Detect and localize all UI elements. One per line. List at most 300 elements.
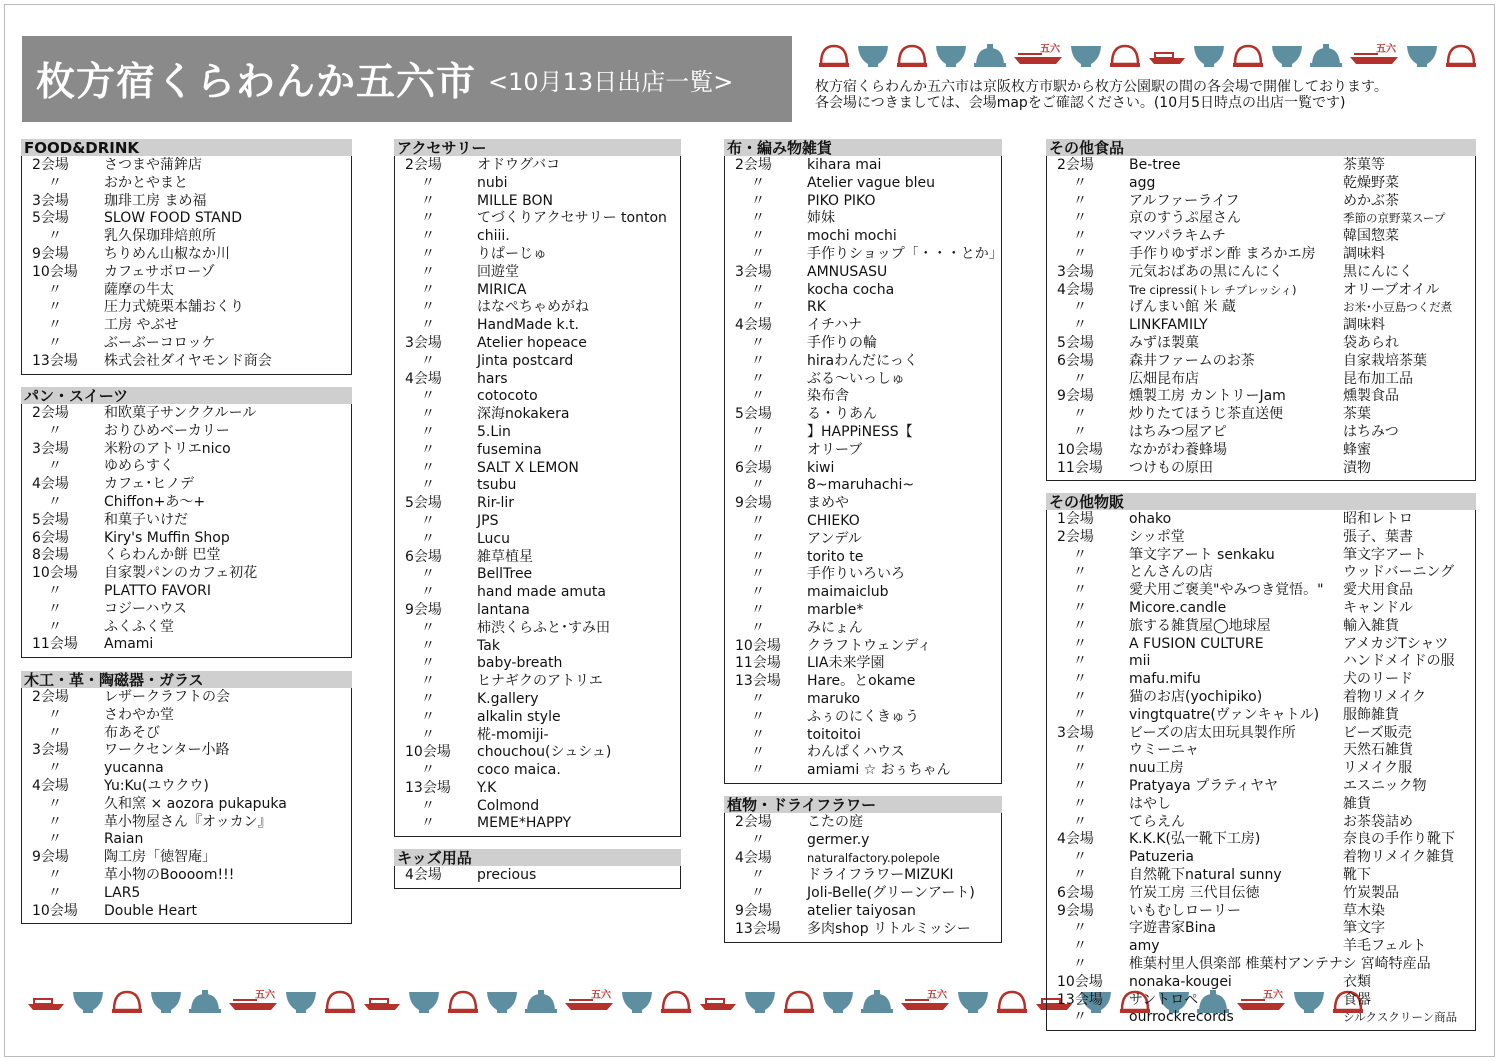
list-item — [1047, 388, 1475, 406]
shop-name: 米粉のアトリエnico — [104, 440, 231, 457]
section-fabric — [724, 139, 1002, 784]
list-item — [725, 620, 1001, 638]
venue-label: 〃 — [1073, 795, 1087, 812]
list-item — [22, 299, 351, 317]
shop-name: hand made amuta — [477, 584, 606, 601]
venue-label: 〃 — [751, 210, 765, 227]
shop-name: Yu:Ku(ユウクウ) — [104, 777, 209, 794]
venue-label: 〃 — [1073, 706, 1087, 723]
venue-label: 〃 — [1073, 174, 1087, 191]
section-food-drink — [21, 139, 352, 375]
section-title: その他物販 — [1046, 493, 1476, 510]
venue-label: 〃 — [421, 174, 435, 191]
venue-label: 11会場 — [735, 655, 781, 672]
shop-name: 手作りの輪 — [807, 334, 877, 351]
shop-name: ビーズの店太田玩具製作所 — [1129, 724, 1296, 741]
shop-name: Hare。とokame — [807, 673, 916, 690]
section-list — [21, 156, 352, 375]
list-item — [22, 458, 351, 476]
venue-label: 〃 — [421, 566, 435, 583]
venue-label: 〃 — [751, 619, 765, 636]
shop-name: mochi mochi — [807, 228, 897, 245]
shop-name: ゆめらすく — [104, 458, 174, 475]
shop-name: 株式会社ダイヤモンド商会 — [104, 352, 272, 369]
section-title: 植物・ドライフラワー — [724, 796, 1002, 813]
list-item — [395, 549, 680, 567]
section-other-goods — [1046, 493, 1476, 1031]
shop-name: ワークセンター小路 — [104, 742, 230, 759]
list-item — [1047, 974, 1475, 992]
list-item — [725, 371, 1001, 389]
svg-text:五六: 五六 — [591, 990, 611, 1001]
list-item — [1047, 246, 1475, 264]
section-list — [21, 688, 352, 924]
shop-name: kihara mai — [807, 157, 882, 173]
shop-name: LAR5 — [104, 884, 141, 901]
shop-name: HandMade k.t. — [477, 317, 579, 334]
section-list — [1046, 156, 1476, 481]
shop-name: 手作りいろいろ — [807, 566, 905, 583]
shop-name: Atelier vague bleu — [807, 174, 935, 191]
venue-label: 〃 — [48, 281, 62, 298]
shop-name: ぶる〜いっしゅ — [807, 370, 905, 387]
venue-label: 〃 — [751, 174, 765, 191]
item-category: ビーズ販売 — [1343, 724, 1412, 741]
list-item — [395, 442, 680, 460]
shop-name: 5.Lin — [477, 423, 511, 440]
venue-label: 4会場 — [1057, 831, 1094, 848]
shop-name: baby-breath — [477, 655, 563, 672]
venue-label: 〃 — [751, 352, 765, 369]
venue-label: 〃 — [751, 477, 765, 494]
list-item — [1047, 796, 1475, 814]
shop-name: toitoitoi — [807, 726, 861, 743]
list-item — [725, 317, 1001, 335]
list-item — [1047, 742, 1475, 760]
venue-label: 3会場 — [735, 263, 772, 280]
shop-name: 猫のお店(yochipiko) — [1129, 688, 1263, 705]
list-item — [395, 353, 680, 371]
shop-name: PLATTO FAVORI — [104, 582, 212, 599]
shop-name: 自然靴下natural sunny — [1129, 866, 1282, 883]
venue-label: 5会場 — [1057, 334, 1094, 351]
list-item — [1047, 653, 1475, 671]
venue-label: 〃 — [1073, 582, 1087, 599]
shop-name: みずほ製菓 — [1129, 334, 1199, 351]
shop-name: 姉妹 — [807, 210, 835, 227]
venue-label: 〃 — [421, 708, 435, 725]
shop-name: Lucu — [477, 530, 510, 547]
list-item — [725, 691, 1001, 709]
list-item — [725, 584, 1001, 602]
venue-label: 〃 — [751, 744, 765, 761]
shop-name: CHIEKO — [807, 512, 860, 529]
list-item — [395, 727, 680, 745]
list-item — [1047, 282, 1475, 300]
shop-name: precious — [477, 867, 537, 883]
venue-label: 〃 — [1073, 317, 1087, 334]
item-category: 調味料 — [1343, 245, 1385, 262]
list-item — [1047, 529, 1475, 547]
list-item — [1047, 636, 1475, 654]
shop-name: 愛犬用ご褒美"やみつき覚悟。" — [1129, 582, 1324, 599]
shop-name: ぶーぶーコロッケ — [104, 334, 216, 351]
venue-label: 5会場 — [405, 495, 442, 512]
list-item — [725, 602, 1001, 620]
list-item — [22, 885, 351, 903]
list-item — [395, 655, 680, 673]
venue-label: 〃 — [751, 885, 765, 902]
venue-label: 〃 — [1073, 299, 1087, 316]
venue-label: 〃 — [48, 582, 62, 599]
item-category: エスニック物 — [1343, 777, 1427, 794]
boat-icon — [227, 988, 279, 1014]
list-item — [1047, 725, 1475, 743]
list-item — [395, 531, 680, 549]
venue-label: 6会場 — [405, 548, 442, 565]
item-category: 袋あられ — [1343, 334, 1399, 351]
venue-label: 〃 — [48, 795, 62, 812]
venue-label: 13会場 — [405, 779, 451, 796]
shop-name: マツパラキムチ — [1129, 228, 1226, 245]
venue-label: 〃 — [751, 512, 765, 529]
list-item — [395, 815, 680, 833]
shop-name: こたの庭 — [807, 814, 863, 830]
section-title: パン・スイーツ — [21, 387, 352, 404]
item-category: 犬のリード — [1343, 671, 1413, 688]
list-item — [395, 477, 680, 495]
shop-name: イチハナ — [807, 317, 863, 334]
list-item — [395, 317, 680, 335]
shop-name: 筆文字アート senkaku — [1129, 546, 1275, 563]
venue-label: 〃 — [1073, 192, 1087, 209]
list-item — [1047, 564, 1475, 582]
list-item — [22, 778, 351, 796]
venue-label: 4会場 — [32, 476, 69, 493]
venue-label: 3会場 — [1057, 724, 1094, 741]
list-item — [1047, 406, 1475, 424]
list-item — [22, 796, 351, 814]
item-category: 愛犬用食品 — [1343, 582, 1413, 599]
bowl-icon — [934, 42, 968, 68]
shop-name: ドライフラワーMIZUKI — [807, 867, 954, 884]
shop-name: fusemina — [477, 441, 542, 458]
item-category: 調味料 — [1343, 317, 1385, 334]
shop-name: 炒りたてほうじ茶直送便 — [1129, 406, 1283, 423]
shop-name: Double Heart — [104, 902, 198, 919]
venue-label: 9会場 — [1057, 902, 1094, 919]
shop-name: サントロペ — [1129, 991, 1199, 1008]
boat-icon — [362, 988, 402, 1014]
shop-name: 自家製パンのカフェ初花 — [104, 565, 258, 582]
list-item — [1047, 867, 1475, 885]
list-item — [725, 903, 1001, 921]
shop-name: marble* — [807, 601, 864, 618]
shop-name: 薩摩の牛太 — [104, 281, 174, 298]
bowl-icon — [743, 988, 777, 1014]
venue-label: 〃 — [48, 334, 62, 351]
list-item — [22, 725, 351, 743]
shop-name: Colmond — [477, 797, 540, 814]
list-item — [395, 495, 680, 513]
shop-name: lantana — [477, 601, 530, 618]
list-item — [725, 157, 1001, 175]
list-item — [1047, 938, 1475, 956]
list-item — [395, 264, 680, 282]
shop-name: 工房 やぶせ — [104, 317, 179, 334]
bowl-icon — [407, 988, 441, 1014]
bowl-icon — [956, 988, 990, 1014]
list-item — [395, 798, 680, 816]
list-item — [1047, 511, 1475, 529]
list-item — [725, 282, 1001, 300]
item-category: リメイク服 — [1343, 760, 1413, 777]
venue-label: 〃 — [751, 831, 765, 848]
venue-label: 5会場 — [735, 406, 772, 423]
list-item — [1047, 1009, 1475, 1027]
list-item — [1047, 335, 1475, 353]
venue-label: 4会場 — [405, 867, 442, 883]
intro-line-2: 各会場につきましては、会場mapをご確認ください。(10月5日時点の出店一覧です) — [815, 95, 1346, 111]
list-item — [725, 709, 1001, 727]
bowl-icon — [1192, 42, 1226, 68]
svg-text:五六: 五六 — [1263, 990, 1283, 1001]
shop-name: 乳久保珈琲焙煎所 — [104, 228, 216, 245]
venue-label: 11会場 — [32, 636, 78, 653]
list-item — [1047, 317, 1475, 335]
list-item — [725, 885, 1001, 903]
list-item — [1047, 157, 1475, 175]
shop-name: りぱーじゅ — [477, 245, 547, 262]
section-plants — [724, 796, 1002, 943]
venue-label: 5会場 — [32, 511, 69, 528]
venue-label: 〃 — [751, 867, 765, 884]
list-item — [1047, 264, 1475, 282]
venue-label: 〃 — [1073, 245, 1087, 262]
venue-label: 〃 — [421, 388, 435, 405]
item-category: 羊毛フェルト — [1343, 938, 1427, 955]
list-item — [1047, 175, 1475, 193]
shop-name: Atelier hopeace — [477, 334, 587, 351]
list-item — [1047, 707, 1475, 725]
item-category: 昆布加工品 — [1343, 370, 1413, 387]
venue-label: 〃 — [1073, 228, 1087, 245]
list-item — [22, 228, 351, 246]
shop-name: ふくふく堂 — [104, 618, 174, 635]
bowl-icon — [817, 42, 851, 68]
item-category: 黒にんにく — [1343, 263, 1413, 280]
shop-name: わんぱくハウス — [807, 744, 905, 761]
item-category: 季節の京野菜スープ — [1343, 211, 1446, 226]
bowl-icon — [1405, 42, 1439, 68]
list-item — [725, 832, 1001, 850]
shop-name: 元気おばあの黒にんにく — [1129, 263, 1283, 280]
shop-name: LINKFAMILY — [1129, 317, 1208, 334]
shop-name: カフェ･ヒノデ — [104, 476, 195, 493]
venue-label: 〃 — [1073, 1009, 1087, 1026]
bowl-icon — [620, 988, 654, 1014]
list-item — [395, 175, 680, 193]
intro-text — [815, 79, 1485, 111]
item-category: 燻製食品 — [1343, 388, 1399, 405]
list-item — [395, 867, 680, 885]
list-item — [725, 353, 1001, 371]
list-item — [395, 157, 680, 175]
list-item — [395, 210, 680, 228]
item-category: シルクスクリーン商品 — [1343, 1010, 1458, 1025]
venue-label: 3会場 — [32, 192, 69, 209]
bowl-icon — [1231, 42, 1265, 68]
bowl-icon — [1444, 42, 1478, 68]
item-category: 茶葉 — [1343, 406, 1371, 423]
bowl-icon — [895, 42, 929, 68]
venue-label: 〃 — [48, 299, 62, 316]
shop-name: 】HAPPiNESS【 — [807, 423, 913, 440]
venue-label: 〃 — [421, 317, 435, 334]
shop-name: ちりめん山椒なか川 — [104, 245, 230, 262]
list-item — [395, 406, 680, 424]
item-category: 天然石雑貨 — [1343, 742, 1413, 759]
shop-name: Kiry's Muffin Shop — [104, 529, 230, 546]
item-category: 着物リメイク雑貨 — [1343, 849, 1455, 866]
venue-label: 〃 — [1073, 406, 1087, 423]
decor-top — [817, 38, 1472, 68]
list-item — [395, 638, 680, 656]
venue-label: 〃 — [421, 619, 435, 636]
shop-name: はやし — [1129, 795, 1171, 812]
list-item — [1047, 442, 1475, 460]
item-category: 雑貨 — [1343, 795, 1371, 812]
shop-name: 字遊書家Bina — [1129, 920, 1216, 937]
list-item — [1047, 582, 1475, 600]
list-item — [22, 423, 351, 441]
shop-name: レザークラフトの会 — [104, 689, 230, 705]
list-item — [395, 744, 680, 762]
bowl-icon — [323, 988, 357, 1014]
list-item — [725, 744, 1001, 762]
list-item — [1047, 760, 1475, 778]
venue-label: 〃 — [751, 690, 765, 707]
list-item — [1047, 460, 1475, 478]
venue-label: 〃 — [421, 530, 435, 547]
list-item — [395, 584, 680, 602]
list-item — [725, 246, 1001, 264]
venue-label: 〃 — [751, 708, 765, 725]
list-item — [395, 246, 680, 264]
list-item — [1047, 831, 1475, 849]
venue-label: 9会場 — [32, 245, 69, 262]
shop-name: まめや — [807, 495, 849, 512]
section-list — [394, 156, 681, 837]
venue-label: 〃 — [751, 530, 765, 547]
shop-name: nonaka-kougei — [1129, 973, 1232, 990]
list-item — [395, 602, 680, 620]
shop-name: 多肉shop リトルミッシー — [807, 920, 971, 937]
list-item — [725, 175, 1001, 193]
shop-name: 京のすうぷ屋さん — [1129, 210, 1241, 227]
list-item — [22, 565, 351, 583]
shop-name: nuu工房 — [1129, 760, 1184, 777]
shop-name: 陶工房「徳智庵」 — [104, 849, 216, 866]
venue-label: 〃 — [421, 512, 435, 529]
shop-name: vingtquatre(ヴァンキャトル) — [1129, 706, 1320, 723]
intro-line-1: 枚方宿くらわんか五六市は京阪枚方市駅から枚方公園駅の間の各会場で開催しております。 — [815, 79, 1388, 95]
venue-label: 〃 — [48, 618, 62, 635]
shop-name: おかとやまと — [104, 174, 188, 191]
list-item — [1047, 547, 1475, 565]
venue-label: 6会場 — [1057, 884, 1094, 901]
shop-name: クラフトウェンディ — [807, 637, 932, 654]
shop-name: amy — [1129, 938, 1160, 955]
item-category: 自家栽培茶葉 — [1343, 352, 1427, 369]
shop-name: はなぺちゃめがね — [477, 299, 589, 316]
list-item — [725, 814, 1001, 832]
item-category: 筆文字 — [1343, 920, 1385, 937]
venue-label: 〃 — [421, 192, 435, 209]
shop-name: いもむしローリー — [1129, 902, 1241, 919]
list-item — [725, 566, 1001, 584]
boat-icon — [1348, 42, 1400, 68]
shop-name: 手作りショップ「・・・とか」 — [807, 245, 1003, 262]
shop-name: AMNUSASU — [807, 263, 888, 280]
venue-label: 〃 — [48, 317, 62, 334]
venue-label: 〃 — [48, 831, 62, 848]
shop-name: げんまい館 米 蔵 — [1129, 299, 1236, 316]
venue-label: 〃 — [751, 601, 765, 618]
venue-label: 2会場 — [735, 814, 772, 830]
venue-label: 〃 — [421, 673, 435, 690]
venue-label: 〃 — [751, 423, 765, 440]
venue-label: 6会場 — [1057, 352, 1094, 369]
list-item — [1047, 992, 1475, 1010]
list-item — [22, 494, 351, 512]
shop-name: 回遊堂 — [477, 263, 519, 280]
venue-label: 〃 — [751, 584, 765, 601]
item-category: めかぶ茶 — [1343, 192, 1399, 209]
venue-label: 〃 — [48, 706, 62, 723]
item-category: 竹炭製品 — [1343, 884, 1399, 901]
list-item — [1047, 920, 1475, 938]
venue-label: 〃 — [1073, 546, 1087, 563]
venue-label: 〃 — [421, 263, 435, 280]
section-other-food — [1046, 139, 1476, 481]
shop-name: ヒナギクのアトリエ — [477, 673, 603, 690]
item-category: お米･小豆島つくだ煮 — [1343, 300, 1453, 315]
shop-name: てづくりアクセサリー tonton — [477, 210, 667, 227]
item-category: 張子、葉書 — [1343, 528, 1413, 545]
list-item — [725, 442, 1001, 460]
venue-label: 2会場 — [32, 405, 69, 421]
item-category: はちみつ — [1343, 423, 1399, 440]
item-category: 食器 — [1343, 991, 1371, 1008]
shop-name: 椎葉村里人倶楽部 椎葉村アンテナシ — [1129, 955, 1357, 972]
venue-label: 〃 — [421, 797, 435, 814]
list-item — [725, 513, 1001, 531]
list-item — [1047, 903, 1475, 921]
shop-name: Tre cipressi(トレ チプレッシィ) — [1129, 282, 1297, 297]
shop-name: つけもの原田 — [1129, 459, 1213, 476]
list-item — [22, 867, 351, 885]
shop-name: なかがわ養蜂場 — [1129, 441, 1227, 458]
list-item — [1047, 371, 1475, 389]
section-accessories — [394, 139, 681, 837]
shop-name: MEME*HAPPY — [477, 815, 572, 832]
shop-name: MILLE BON — [477, 192, 553, 209]
shop-name: アルファーライフ — [1129, 192, 1240, 209]
venue-label: 〃 — [421, 477, 435, 494]
item-category: ウッドバーニング — [1343, 564, 1455, 581]
bowl-icon — [1069, 42, 1103, 68]
